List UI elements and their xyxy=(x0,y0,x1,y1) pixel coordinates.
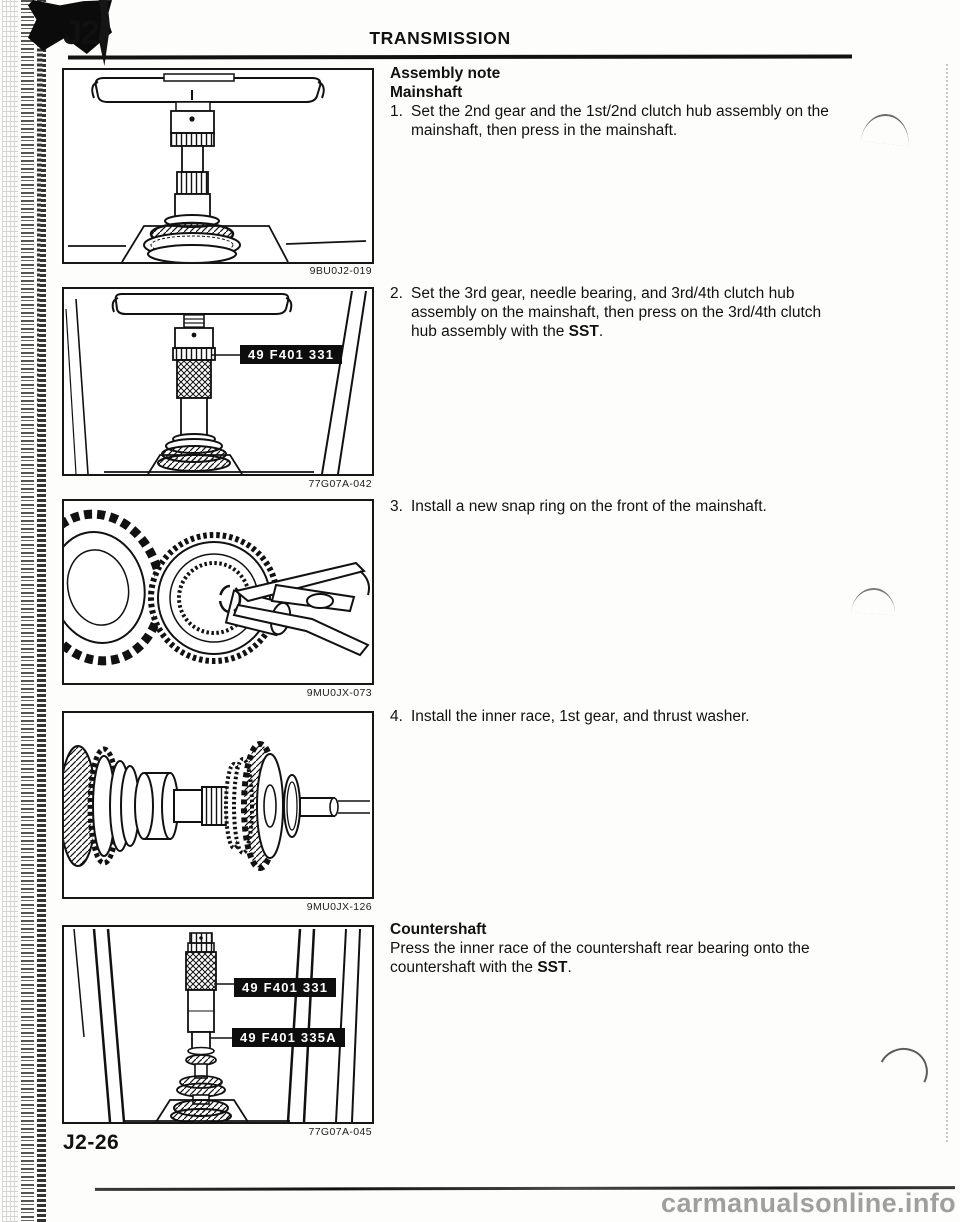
step-text: Set the 2nd gear and the 1st/2nd clutch hub assembly on the mainshaft, then press in the mainshaft. xyxy=(411,103,829,139)
step-number: 4. xyxy=(390,708,403,725)
step-text-before: Set the 3rd gear, needle bearing, and 3rd/4th clutch hub assembly on the mainshaft, then press on the 3rd/4th clutch hub assembly with the xyxy=(411,285,822,340)
figure-code: 77G07A-042 xyxy=(308,478,372,490)
figure-snap-ring-install xyxy=(62,499,374,685)
step-number: 3. xyxy=(390,498,403,515)
figure-inner-race-1st-gear xyxy=(62,711,374,899)
step-4 xyxy=(390,707,860,726)
sst-emphasis: SST xyxy=(537,959,568,976)
page-title: TRANSMISSION xyxy=(369,28,511,48)
sst-part-number-label: 49 F401 331 xyxy=(234,978,336,997)
press-sst-illustration xyxy=(64,289,372,474)
step-text-after: . xyxy=(598,323,604,340)
sst-emphasis: SST xyxy=(568,323,599,340)
scan-noise-left-faint xyxy=(2,0,18,1222)
sst-part-number-label: 49 F401 335A xyxy=(232,1028,345,1047)
step-text xyxy=(411,284,839,341)
countershaft-sst-illustration xyxy=(64,927,372,1122)
countershaft-text xyxy=(390,939,842,977)
step-3-block xyxy=(390,497,860,516)
snap-ring-pliers-illustration xyxy=(64,501,372,683)
scan-noise-binding-strip-2 xyxy=(37,0,46,1222)
figure-countershaft-press xyxy=(62,925,374,1124)
assembly-note-block xyxy=(390,64,860,140)
scan-arc-artifact xyxy=(861,112,912,147)
shaft-exploded-illustration xyxy=(64,713,372,897)
step-number: 1. xyxy=(390,103,403,120)
figure-code: 9MU0JX-126 xyxy=(306,901,372,913)
scan-arc-artifact xyxy=(851,586,897,615)
sst-part-number-label: 49 F401 331 xyxy=(240,345,342,364)
countershaft-block xyxy=(390,920,860,977)
figure-press-2nd-gear xyxy=(62,68,374,264)
page-number: J2-26 xyxy=(63,1131,120,1154)
step-2-block xyxy=(390,284,860,341)
header-rule xyxy=(68,54,852,59)
step-2 xyxy=(390,284,860,341)
step-1 xyxy=(390,102,860,140)
countershaft-text-before: Press the inner race of the countershaft rear bearing onto the countershaft with the xyxy=(390,940,810,976)
scan-dotted-edge xyxy=(946,64,948,1142)
figure-code: 9MU0JX-073 xyxy=(306,687,372,699)
mainshaft-heading: Mainshaft xyxy=(390,84,463,101)
section-code: J2 xyxy=(63,14,99,52)
scan-noise-binding-strip xyxy=(21,0,34,1222)
step-text: Install a new snap ring on the front of the mainshaft. xyxy=(411,498,767,515)
figure-press-3rd-4th-clutch-hub xyxy=(62,287,374,476)
step-4-block xyxy=(390,707,860,726)
scan-arc-artifact xyxy=(872,1041,934,1102)
step-number: 2. xyxy=(390,285,403,302)
assembly-note-heading: Assembly note xyxy=(390,65,501,82)
figure-code: 77G07A-045 xyxy=(308,1126,372,1138)
countershaft-text-after: . xyxy=(567,959,572,976)
countershaft-heading: Countershaft xyxy=(390,921,487,938)
step-text: Install the inner race, 1st gear, and thrust washer. xyxy=(411,708,750,725)
watermark: carmanualsonline.info xyxy=(661,1188,956,1218)
figure-code: 9BU0J2-019 xyxy=(309,265,372,277)
step-3 xyxy=(390,497,860,516)
press-mainshaft-illustration xyxy=(64,70,372,262)
